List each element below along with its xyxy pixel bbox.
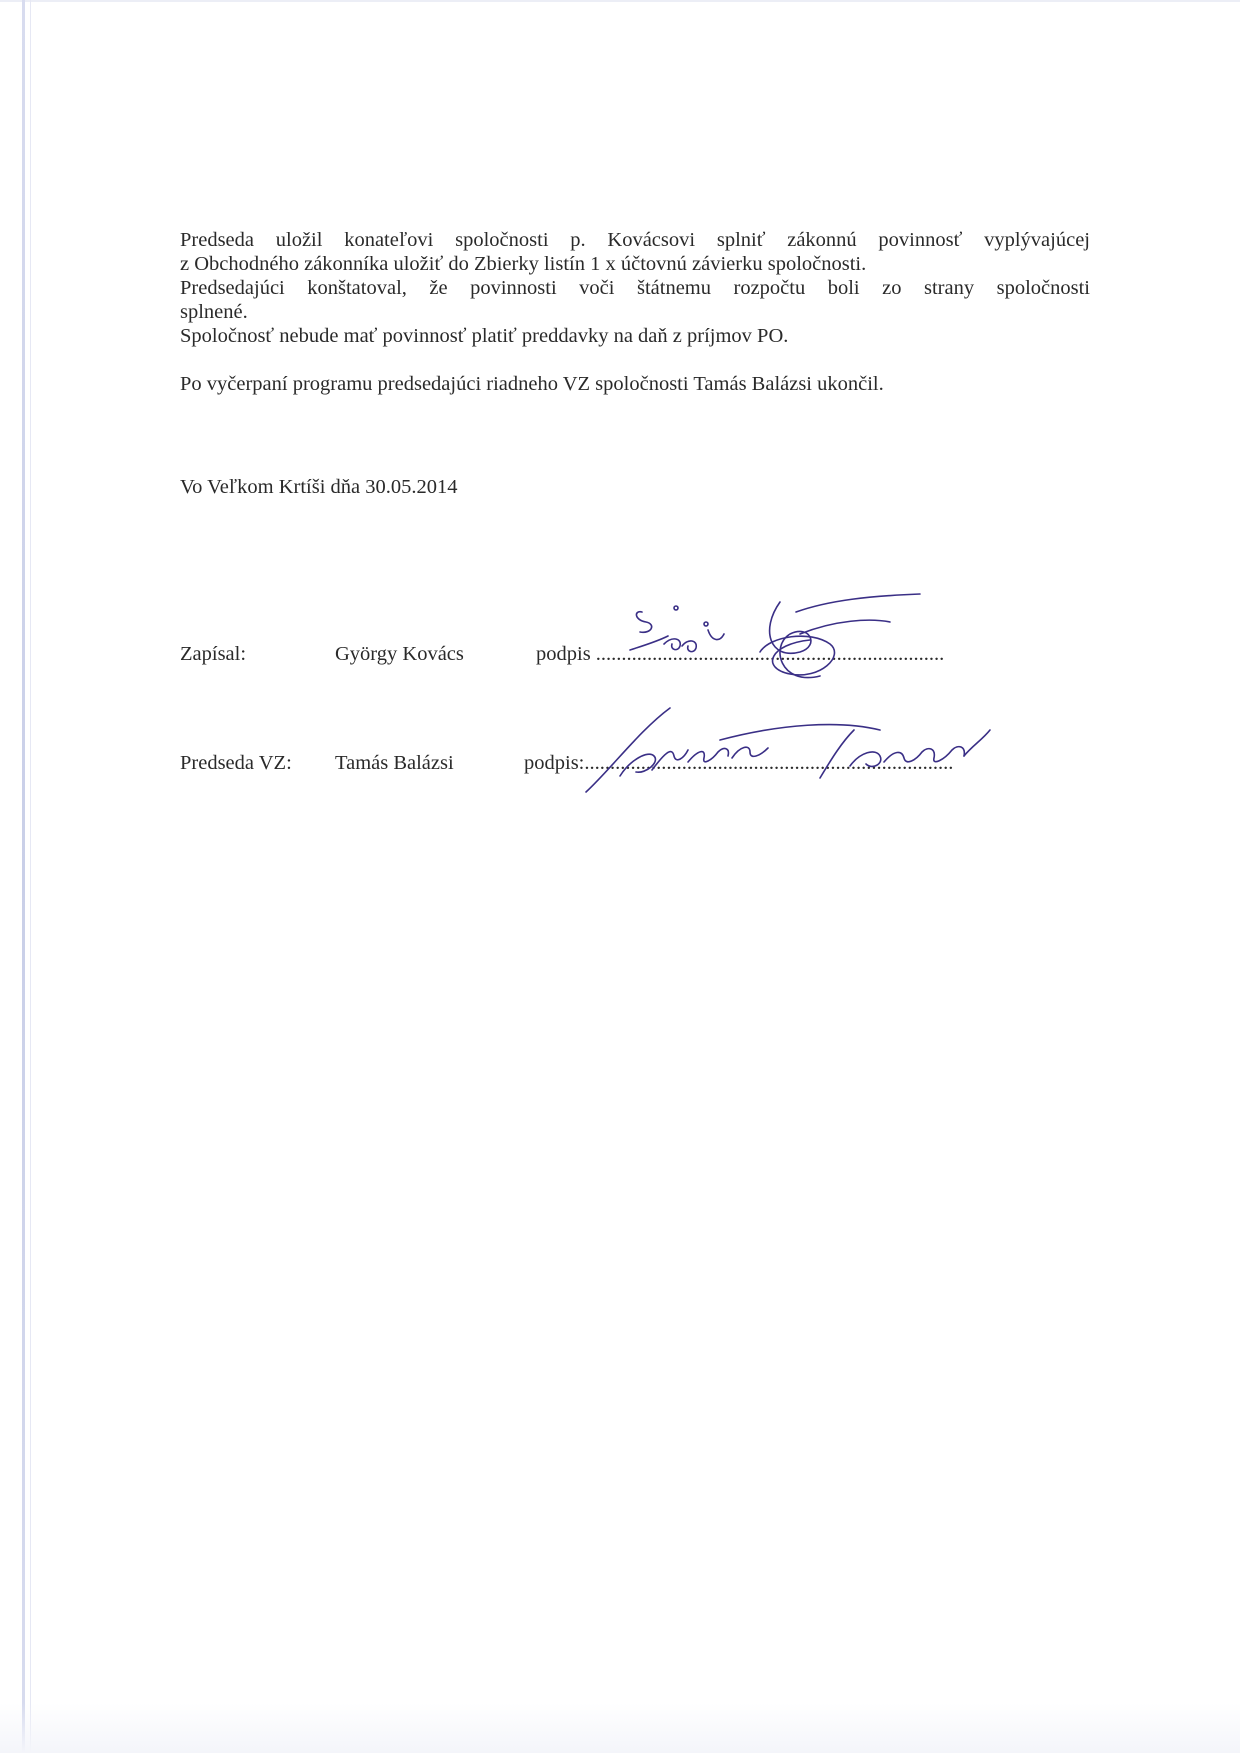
signature-name: Tamás Balázsi xyxy=(335,752,454,774)
handwritten-signature-balazsi xyxy=(580,700,1000,800)
signature-line: podpis .................................................................... xyxy=(536,643,945,665)
scan-edge-top xyxy=(0,0,1240,2)
body-line-2: z Obchodného zákonníka uložiť do Zbierky listín 1 x účtovnú závierku spoločnosti. xyxy=(180,253,867,275)
closing-sentence: Po vyčerpaní programu predsedajúci riadneho VZ spoločnosti Tamás Balázsi ukončil. xyxy=(180,373,884,395)
body-line-4: splnené. xyxy=(180,301,248,323)
body-line-3: Predsedajúci konštatoval, že povinnosti voči štátnemu rozpočtu boli zo strany spoločnosti xyxy=(180,277,1090,299)
signature-line: podpis:........................................................................ xyxy=(524,752,954,774)
body-line-5: Spoločnosť nebude mať povinnosť platiť preddavky na daň z príjmov PO. xyxy=(180,325,789,347)
signature-role: Zapísal: xyxy=(180,643,247,665)
scan-edge-bottom xyxy=(0,1703,1240,1753)
place-and-date: Vo Veľkom Krtíši dňa 30.05.2014 xyxy=(180,476,458,498)
body-line-1: Predseda uložil konateľovi spoločnosti p. Kovácsovi splniť zákonnú povinnosť vyplývajúcej xyxy=(180,229,1090,251)
scan-edge-left xyxy=(22,0,25,1753)
scan-edge-left-secondary xyxy=(30,0,31,1753)
signature-name: György Kovács xyxy=(335,643,464,665)
signature-role: Predseda VZ: xyxy=(180,752,292,774)
document-body xyxy=(180,228,1090,499)
